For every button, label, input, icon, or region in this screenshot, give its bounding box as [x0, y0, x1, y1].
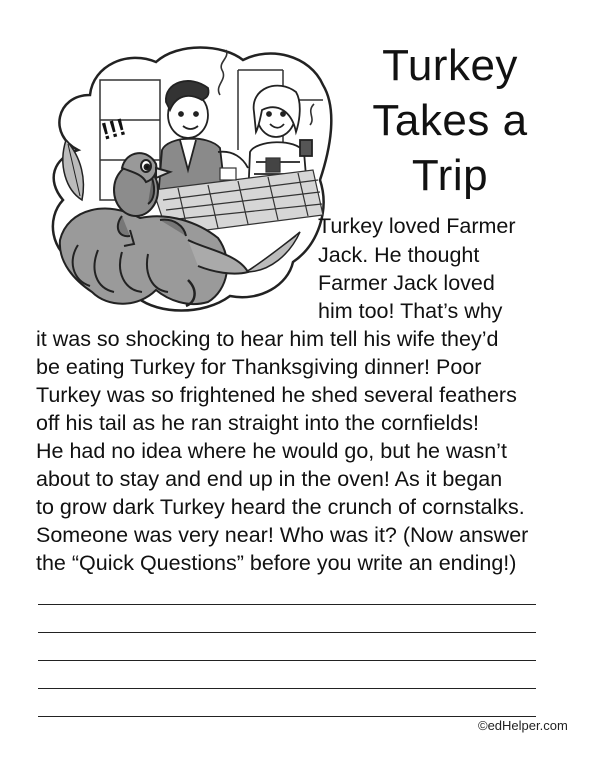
story-text-line: Jack. He thought — [318, 243, 480, 267]
story-text-line: Someone was very near! Who was it? (Now answer — [36, 523, 529, 547]
story-text-line: him too! That’s why — [318, 299, 503, 323]
story-text-line: to grow dark Turkey heard the crunch of cornstalks. — [36, 495, 525, 519]
story-text-line: Turkey loved Farmer — [318, 214, 516, 238]
story-text-line: it was so shocking to hear him tell his wife they’d — [36, 327, 499, 351]
story-text-line: off his tail as he ran straight into the cornfields! — [36, 411, 479, 435]
story-text-line: the “Quick Questions” before you write an ending!) — [36, 551, 517, 575]
writing-line[interactable] — [38, 660, 536, 661]
story-title-line: Takes a — [372, 96, 528, 145]
story-text-line: He had no idea where he would go, but he wasn’t — [36, 439, 507, 463]
story-text-line: about to stay and end up in the oven! As it began — [36, 467, 503, 491]
writing-line[interactable] — [38, 632, 536, 633]
story-title-line: Turkey — [382, 41, 518, 90]
story-text-line: Turkey was so frightened he shed several feathers — [36, 383, 517, 407]
turkey-story-illustration — [38, 40, 338, 322]
copyright-notice: ©edHelper.com — [478, 718, 568, 733]
story-title-line: Trip — [411, 151, 489, 200]
writing-line[interactable] — [38, 688, 536, 689]
writing-line[interactable] — [38, 604, 536, 605]
writing-line[interactable] — [38, 716, 536, 717]
exclamation-marks: !!! — [98, 113, 129, 146]
story-text-line: Farmer Jack loved — [318, 271, 495, 295]
story-text-line: be eating Turkey for Thanksgiving dinner! Poor — [36, 355, 482, 379]
